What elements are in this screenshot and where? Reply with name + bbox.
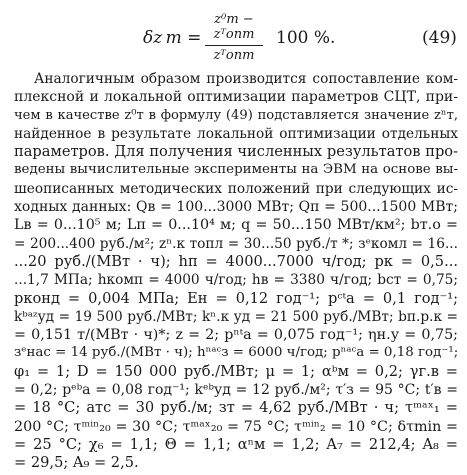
- body-paragraph: [14, 70, 458, 473]
- text-line: = 0,2; pᵉᵇа = 0,08 год⁻¹; kᵉᵇуд = 12 руб./м²; τ′з = 95 °С; t′в =: [14, 382, 458, 399]
- text-line: = 18 °С; aтс = 30 руб./м; зт = 4,62 руб./МВт · ч; τᵐᵃˣ₁ =: [14, 399, 458, 417]
- text-line: шеописанных методических положений при следующих ис-: [14, 180, 458, 197]
- text-line: ведены вычислительные эксперименты на ЭВМ на основе вы-: [14, 162, 458, 178]
- equation-fraction: [205, 12, 263, 63]
- text-line: найденное в результате локальной оптимизации отдельных: [14, 125, 458, 142]
- equation-number: (49): [422, 28, 457, 48]
- text-line: плексной и локальной оптимизации параметров СЦТ, при-: [14, 89, 458, 106]
- equation-rhs: 100 %.: [276, 28, 336, 48]
- text-line: ...1,7 МПа; hкомп = 4000 ч/год; hв = 3380 ч/год; bст = 0,75;: [14, 272, 458, 289]
- text-line: Аналогичным образом производится сопоставление ком-: [34, 71, 458, 87]
- text-line: = 0,151 т/(МВт · ч)*; z = 2; pⁿᵗа = 0,075 год⁻¹; ηн.у = 0,75;: [14, 327, 458, 344]
- text-line: чем в качестве z⁰т в формулу (49) подставляется значение zⁿт,: [14, 107, 458, 123]
- text-line: Lв = 0...10⁵ м; Lп = 0...10⁴ м; q = 50...150 МВт/км²; bт.о =: [14, 217, 458, 234]
- text-line: φ₁ = 1; D = 150 000 руб./МВт; μ = 1; αᵇм = 0,2; γг.в =: [14, 362, 458, 380]
- fraction-numerator: z⁰т − zᵀопт: [213, 12, 255, 42]
- text-line: ...20 руб./(МВт · ч); hп = 4000...7000 ч/год; pк = 0,5...: [14, 252, 458, 270]
- text-line: = 25 °С; χ₆ = 1,1; Θ = 1,1; αⁿм = 1,2; A₇ = 212,4; A₈ =: [14, 435, 458, 453]
- text-line: kᵇᵃᶻуд = 19 500 руб./МВт; kⁿ.к уд = 21 500 руб./МВт; bп.р.к =: [14, 308, 458, 325]
- text-line: зᵉнас = 14 руб./(МВт · ч); hⁿᵃᶜз = 6000 ч/год; pⁿᵃᶜа = 0,18 год⁻¹;: [14, 345, 459, 361]
- fraction-bar: [205, 45, 263, 46]
- equation-49: [0, 6, 467, 68]
- text-line: = 200...400 руб./м²; zⁿ.к топл = 30...50 руб./т *; зᵉкомл = 16...: [14, 235, 458, 252]
- fraction-denominator: zᵀопт: [213, 48, 255, 63]
- text-line: параметров. Для получения численных результатов про-: [14, 143, 458, 161]
- equation-lhs: δz т =: [143, 28, 202, 48]
- text-line: pконд = 0,004 МПа; Eн = 0,12 год⁻¹; pᶜᵗа = 0,1 год⁻¹;: [14, 289, 458, 307]
- text-line: ходных данных: Qв = 100...3000 МВт; Qп = 500...1500 МВт;: [14, 199, 458, 216]
- text-line: = 29,5; A₉ = 2,5.: [14, 454, 139, 472]
- text-line: 200 °С; τᵐⁱⁿ₂₀ = 30 °С; τᵐᵃˣ₂₀ = 75 °С; τᵐⁱⁿ₂ = 10 °С; δτmin =: [14, 418, 458, 435]
